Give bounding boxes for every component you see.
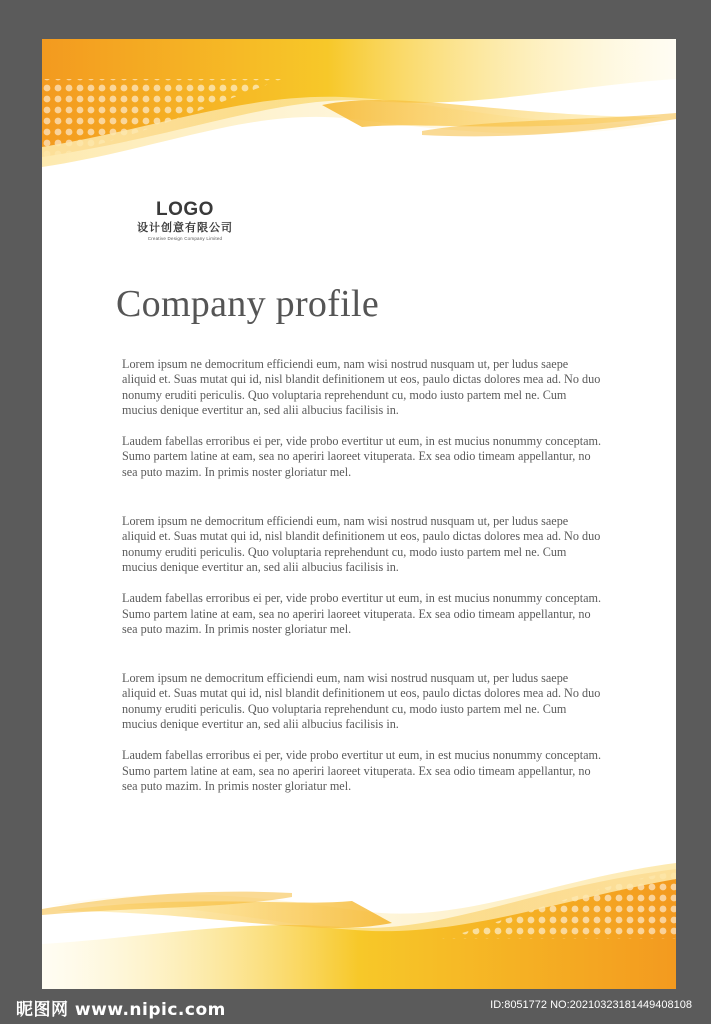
bottom-wave-decoration bbox=[42, 849, 676, 989]
watermark-bar bbox=[0, 989, 711, 1024]
logo-english-name: Creative Design Company Limited bbox=[147, 236, 223, 241]
paragraph-1: Lorem ipsum ne democritum efficiendi eum, nam wisi nostrud nusquam ut, per ludus saepe aliquid et. Suas mutat qui id, nisl blandit definitionem ut eos, paulo dictas dolores mea ad. No duo nonumy eruditi periculis. Quo voluptaria reprehendunt cu, modo iusto partem mel ne. Cum mucius denique evertitur an, sed alii albucius facilisis in. bbox=[122, 357, 601, 417]
company-logo bbox=[120, 199, 250, 242]
paragraph-3: Lorem ipsum ne democritum efficiendi eum, nam wisi nostrud nusquam ut, per ludus saepe aliquid et. Suas mutat qui id, nisl blandit definitionem ut eos, paulo dictas dolores mea ad. No duo nonumy eruditi periculis. Quo voluptaria reprehendunt cu, modo iusto partem mel ne. Cum mucius denique evertitur an, sed alii albucius facilisis in. bbox=[122, 514, 601, 574]
letterhead-page bbox=[42, 39, 676, 989]
top-wave-decoration bbox=[42, 39, 676, 179]
watermark-id: ID:8051772 NO:20210323181449408108 bbox=[490, 999, 692, 1011]
paragraph-4: Laudem fabellas erroribus ei per, vide probo evertitur ut eum, in est mucius nonummy conceptam. Sumo partem latine at eam, sea no aperiri laoreet vituperata. Ex sea odio timeam appellantur, no sea puto mazim. In primis noster gloriatur mel. bbox=[122, 591, 602, 636]
page-title: Company profile bbox=[116, 283, 380, 325]
paragraph-2: Laudem fabellas erroribus ei per, vide probo evertitur ut eum, in est mucius nonummy conceptam. Sumo partem latine at eam, sea no aperiri laoreet vituperata. Ex sea odio timeam appellantur, no sea puto mazim. In primis noster gloriatur mel. bbox=[122, 434, 602, 479]
logo-title: LOGO bbox=[156, 199, 214, 220]
paragraph-5: Lorem ipsum ne democritum efficiendi eum, nam wisi nostrud nusquam ut, per ludus saepe aliquid et. Suas mutat qui id, nisl blandit definitionem ut eos, paulo dictas dolores mea ad. No duo nonumy eruditi periculis. Quo voluptaria reprehendunt cu, modo iusto partem mel ne. Cum mucius denique evertitur an, sed alii albucius facilisis in. bbox=[122, 671, 601, 732]
logo-chinese-name: 设计创意有限公司 bbox=[137, 221, 233, 234]
paragraph-6: Laudem fabellas erroribus ei per, vide probo evertitur ut eum, in est mucius nonummy conceptam. Sumo partem latine at eam, sea no aperiri laoreet vituperata. Ex sea odio timeam appellantur, no sea puto mazim. In primis noster gloriatur mel. bbox=[122, 748, 602, 793]
watermark-site: 昵图网 www.nipic.com bbox=[16, 1000, 226, 1020]
body-text bbox=[122, 357, 602, 794]
